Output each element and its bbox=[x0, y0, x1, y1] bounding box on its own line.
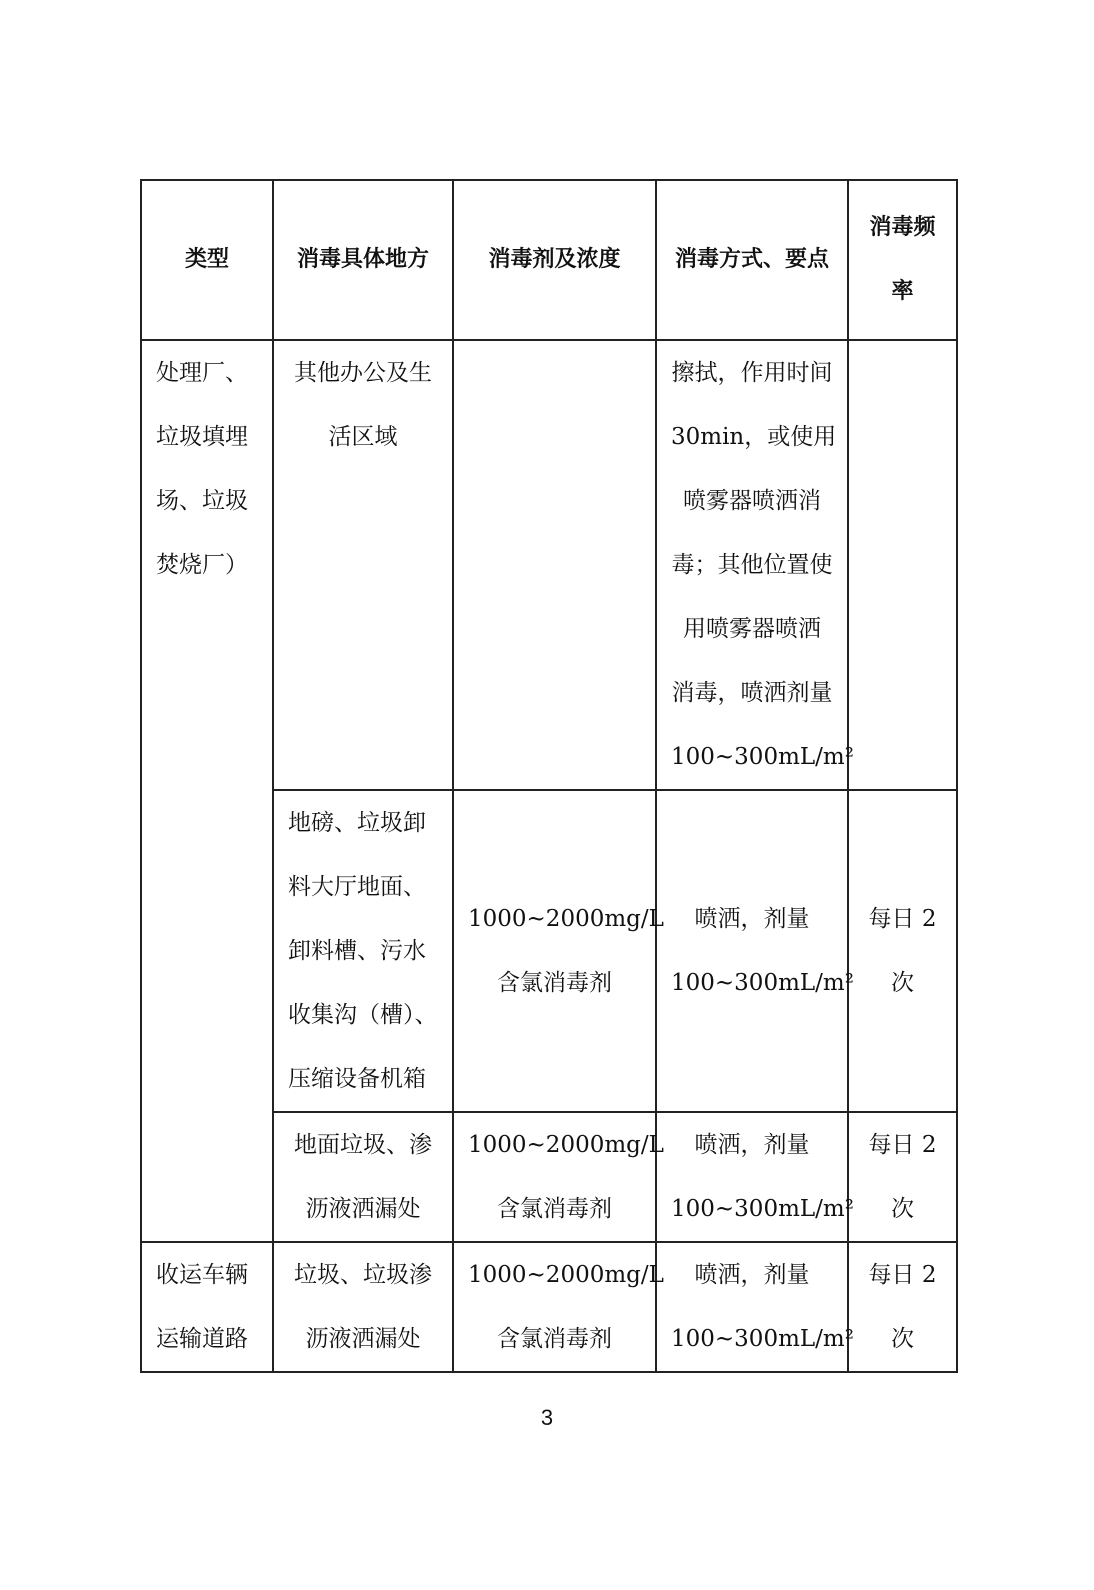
cell-line: 次 bbox=[891, 1326, 914, 1352]
header-method: 消毒方式、要点 bbox=[656, 180, 848, 340]
cell-line: 喷洒，剂量 bbox=[694, 906, 810, 932]
cell-line: 每日 2 bbox=[868, 906, 937, 932]
cell-line: 其他办公及生 bbox=[294, 360, 432, 386]
cell-method bbox=[656, 790, 854, 1112]
header-agent: 消毒剂及浓度 bbox=[453, 180, 656, 340]
header-frequency bbox=[848, 180, 957, 340]
cell-line: 压缩设备机箱 bbox=[288, 1066, 426, 1092]
cell-frequency-empty bbox=[848, 340, 957, 790]
cell-line: 用喷雾器喷洒 bbox=[683, 616, 821, 642]
cell-line: 收运车辆 bbox=[156, 1262, 248, 1288]
cell-line: 垃圾、垃圾渗 bbox=[294, 1262, 432, 1288]
header-frequency-line: 率 bbox=[891, 279, 914, 304]
cell-line: 次 bbox=[891, 1196, 914, 1222]
cell-line: 1000~2000mg/L bbox=[468, 1262, 664, 1288]
cell-line: 消毒，喷洒剂量 bbox=[671, 680, 833, 706]
cell-line: 地磅、垃圾卸 bbox=[288, 810, 426, 836]
cell-place bbox=[273, 1242, 453, 1372]
cell-line: 垃圾填埋 bbox=[156, 424, 248, 450]
cell-agent bbox=[453, 1242, 664, 1372]
cell-line: 收集沟（槽）、 bbox=[288, 1002, 438, 1028]
disinfection-table bbox=[140, 179, 958, 1373]
cell-line: 处理厂、 bbox=[156, 360, 248, 386]
cell-method bbox=[656, 340, 854, 790]
cell-place bbox=[273, 790, 453, 1112]
cell-line: 含氯消毒剂 bbox=[497, 970, 612, 996]
cell-agent bbox=[453, 790, 664, 1112]
cell-agent bbox=[453, 1112, 664, 1242]
table-header-row bbox=[141, 180, 957, 340]
table-row bbox=[141, 340, 957, 790]
cell-line: 100~300mL/m² bbox=[671, 1326, 854, 1352]
header-frequency-line: 消毒频 bbox=[869, 215, 936, 240]
cell-place bbox=[273, 340, 453, 790]
cell-line: 毒；其他位置使 bbox=[671, 552, 833, 578]
header-type: 类型 bbox=[141, 180, 273, 340]
cell-place bbox=[273, 1112, 453, 1242]
table-row bbox=[141, 1242, 957, 1372]
cell-line: 1000~2000mg/L bbox=[468, 1132, 664, 1158]
header-place: 消毒具体地方 bbox=[273, 180, 453, 340]
cell-line: 100~300mL/m² bbox=[671, 970, 854, 996]
cell-line: 运输道路 bbox=[156, 1326, 248, 1352]
cell-line: 每日 2 bbox=[868, 1132, 937, 1158]
cell-frequency bbox=[848, 1112, 957, 1242]
cell-line: 卸料槽、污水 bbox=[288, 938, 426, 964]
cell-line: 含氯消毒剂 bbox=[497, 1196, 612, 1222]
cell-line: 活区域 bbox=[328, 424, 398, 450]
cell-line: 喷雾器喷洒消 bbox=[683, 488, 821, 514]
cell-method bbox=[656, 1112, 854, 1242]
cell-method bbox=[656, 1242, 854, 1372]
cell-agent-empty bbox=[453, 340, 656, 790]
cell-line: 每日 2 bbox=[868, 1262, 937, 1288]
cell-line: 1000~2000mg/L bbox=[468, 906, 664, 932]
cell-line: 喷洒，剂量 bbox=[694, 1262, 810, 1288]
page-number: 3 bbox=[540, 1405, 554, 1430]
cell-line: 沥液洒漏处 bbox=[305, 1326, 421, 1352]
cell-type bbox=[141, 340, 273, 1242]
cell-line: 喷洒，剂量 bbox=[694, 1132, 810, 1158]
cell-line: 擦拭，作用时间 bbox=[671, 360, 833, 386]
cell-line: 场、垃圾 bbox=[156, 488, 248, 514]
cell-line: 焚烧厂） bbox=[156, 552, 248, 578]
cell-line: 地面垃圾、渗 bbox=[294, 1132, 432, 1158]
cell-frequency bbox=[848, 1242, 957, 1372]
cell-line: 100~300mL/m² bbox=[671, 1196, 854, 1222]
cell-frequency bbox=[848, 790, 957, 1112]
cell-line: 100~300mL/m² bbox=[671, 744, 854, 770]
cell-line: 料大厅地面、 bbox=[288, 874, 426, 900]
cell-line: 次 bbox=[891, 970, 914, 996]
cell-line: 30min，或使用 bbox=[671, 424, 837, 450]
cell-type bbox=[141, 1242, 273, 1372]
cell-line: 沥液洒漏处 bbox=[305, 1196, 421, 1222]
cell-line: 含氯消毒剂 bbox=[497, 1326, 612, 1352]
